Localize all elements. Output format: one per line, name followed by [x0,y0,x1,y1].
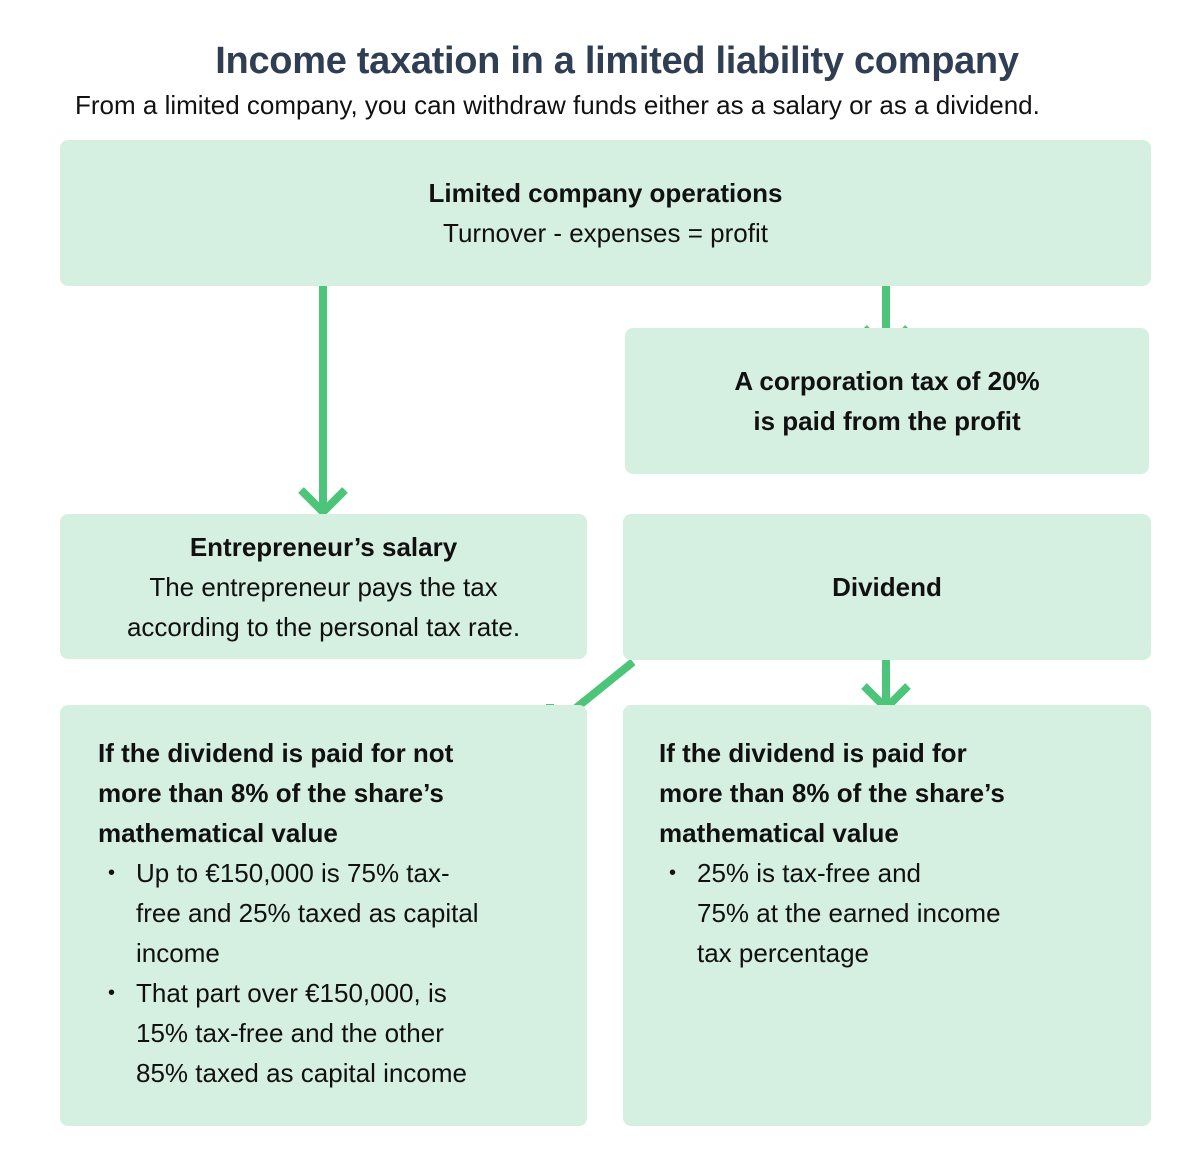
salary-line-1: The entrepreneur pays the tax [149,571,498,602]
arrow-to-dividend-over-8 [864,660,908,708]
heading-line: mathematical value [98,818,338,848]
corporation-tax-box [625,328,1149,474]
dividend-heading: Dividend [832,572,942,602]
dividend-box [623,514,1151,660]
bullet-dot: • [669,862,677,884]
salary-heading: Entrepreneur’s salary [189,531,458,562]
corporation-tax-line-2: is paid from the profit [753,406,1021,436]
dividend-under-8-list [98,853,587,1093]
list-item [98,973,587,1093]
heading-line: If the dividend is paid for not [98,738,454,768]
list-item-line: 15% tax-free and the other [136,1018,444,1048]
dividend-under-8-box [60,705,587,1126]
page-subtitle: From a limited company, you can withdraw funds either as a salary or as a dividend. [75,90,1040,120]
list-item [98,853,587,973]
operations-text: Turnover - expenses = profit [443,218,768,248]
dividend-under-8-heading [98,733,587,853]
list-item-line: That part over €150,000, is [136,978,447,1008]
list-item-line: Up to €150,000 is 75% tax- [136,858,450,888]
heading-line: more than 8% of the share’s [659,778,1005,808]
dividend-over-8-box [623,705,1151,1126]
list-item-line: 25% is tax-free and [697,858,922,888]
heading-line: mathematical value [659,818,899,848]
heading-line: more than 8% of the share’s [98,778,444,808]
operations-heading: Limited company operations [428,178,783,208]
page-title: Income taxation in a limited liability company [215,40,1019,82]
list-item [659,853,1151,973]
list-item-line: tax percentage [697,938,870,968]
salary-box [60,514,587,659]
arrow-to-salary [301,286,345,512]
dividend-over-8-list [659,853,1151,973]
bullet-dot: • [108,862,116,884]
operations-box [60,140,1151,286]
list-item-line: 85% taxed as capital income [136,1058,467,1088]
salary-line-2: according to the personal tax rate. [126,611,521,642]
list-item-line: free and 25% taxed as capital [136,898,479,928]
list-item-line: income [136,938,220,968]
heading-line: If the dividend is paid for [659,738,967,768]
bullet-dot: • [108,982,116,1004]
list-item-line: 75% at the earned income [697,898,1001,928]
dividend-over-8-heading [659,733,1151,853]
corporation-tax-line-1: A corporation tax of 20% [734,366,1040,396]
